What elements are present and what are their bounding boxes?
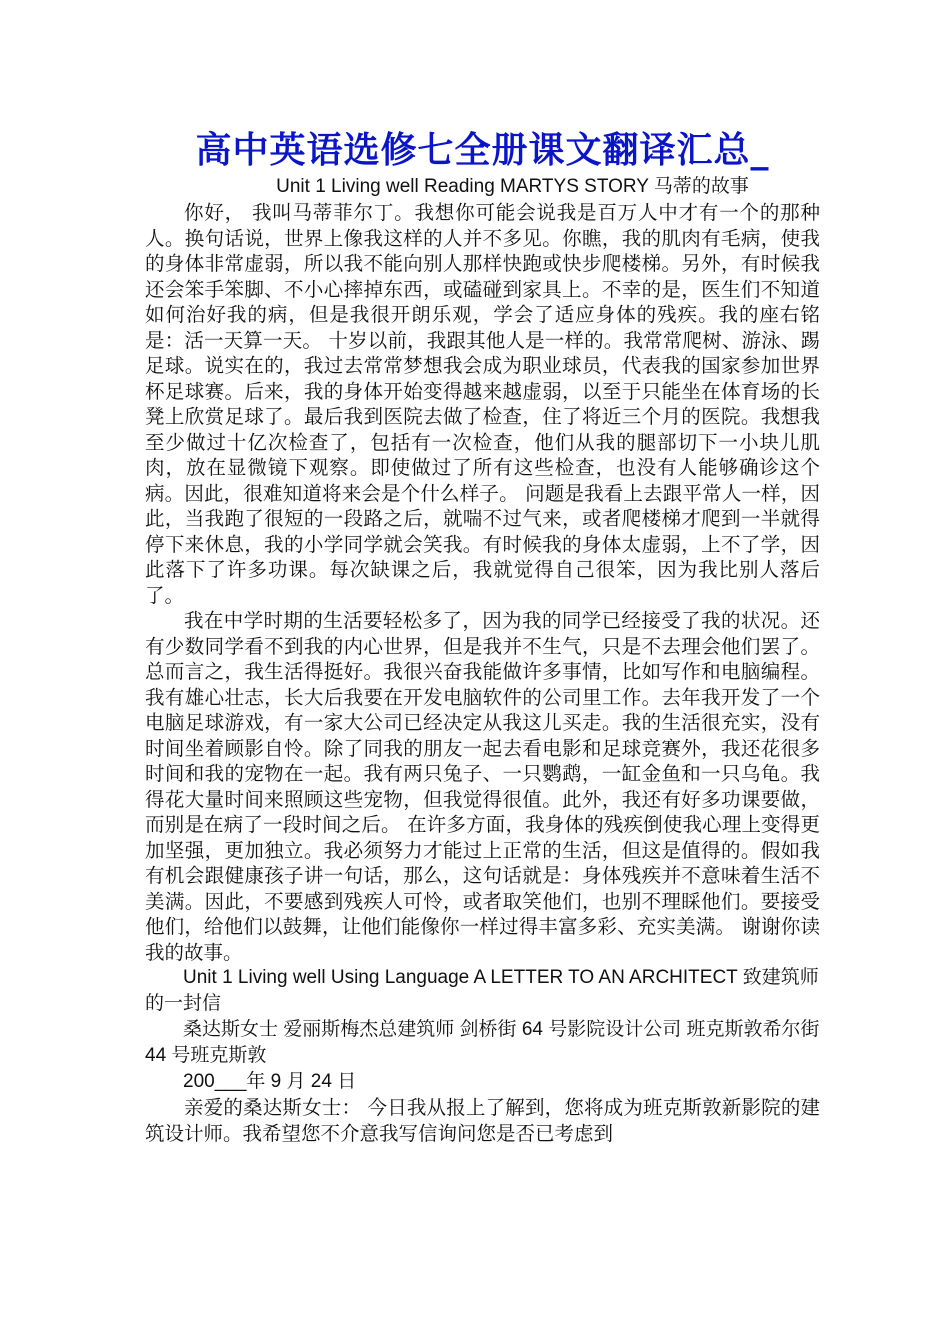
paragraph-2: 我在中学时期的生活要轻松多了，因为我的同学已经接受了我的状况。还有少数同学看不到我的内心世界，但是我并不生气，只是不去理会他们罢了。总而言之，我生活得挺好。我很兴奋我能做许多事情，比如写作和电脑编程。我有雄心壮志，长大后我要在开发电脑软件的公司里工作。去年我开发了一个电脑足球游戏，有一家大公司已经决定从我这儿买走。我的生活很充实，没有时间坐着顾影自怜。除了同我的朋友一起去看电影和足球竞赛外，我还花很多时间和我的宠物在一起。我有两只兔子、一只鹦鹉，一缸金鱼和一只乌龟。我得花大量时间来照顾这些宠物，但我觉得很值。此外，我还有好多功课要做，而别是在病了一段时间之后。 在许多方面，我身体的残疾倒使我心理上变得更加坚强，更加独立。我必须努力才能过上正常的生活，但这是值得的。假如我有机会跟健康孩子讲一句话，那么，这句话就是：身体残疾并不意味着生活不美满。因此，不要感到残疾人可怜，或者取笑他们，也别不理睬他们。要接受他们，给他们以鼓舞，让他们能像你一样过得丰富多彩、充实美满。 谢谢你读我的故事。 — [145, 609, 820, 964]
letter-date: 200___年 9 月 24 日 — [183, 1071, 357, 1092]
unit1-reading-heading: Unit 1 Living well Reading MARTYS STORY 马蒂的故事 — [276, 176, 749, 197]
unit1-using-language-heading: Unit 1 Living well Using Language A LETTER TO AN ARCHITECT 致建筑师的一封信 — [145, 967, 819, 1014]
letter-body: 亲爱的桑达斯女士： 今日我从报上了解到，您将成为班克斯敦新影院的建筑设计师。我希望您不介意我写信询问您是否已考虑到 — [145, 1096, 820, 1145]
document-title: 高中英语选修七全册课文翻译汇总_ — [195, 129, 770, 171]
letter-address: 桑达斯女士 爱丽斯梅杰总建筑师 剑桥街 64 号影院设计公司 班克斯敦希尔街 44 号班克斯敦 — [145, 1019, 820, 1066]
paragraph-1: 你好， 我叫马蒂菲尔丁。我想你可能会说我是百万人中才有一个的那种人。换句话说，世界上像我这样的人并不多见。你瞧，我的肌肉有毛病，使我的身体非常虚弱，所以我不能向别人那样快跑或快步爬楼梯。另外，有时候我还会笨手笨脚、不小心摔掉东西，或磕碰到家具上。不幸的是，医生们不知道如何治好我的病，但是我很开朗乐观，学会了适应身体的残疾。我的座右铭是：活一天算一天。 十岁以前，我跟其他人是一样的。我常常爬树、游泳、踢足球。说实在的，我过去常常梦想我会成为职业球员，代表我的国家参加世界杯足球赛。后来，我的身体开始变得越来越虚弱，以至于只能坐在体育场的长凳上欣赏足球了。最后我到医院去做了检查，住了将近三个月的医院。我想我至少做过十亿次检查了，包括有一次检查，他们从我的腿部切下一小块儿肌肉，放在显微镜下观察。即使做过了所有这些检查，也没有人能够确诊这个病。因此，很难知道将来会是个什么样子。 问题是我看上去跟平常人一样，因此，当我跑了很短的一段路之后，就喘不过气来，或者爬楼梯才爬到一半就得停下来休息，我的小学同学就会笑我。有时候我的身体太虚弱，上不了学，因此落下了许多功课。每次缺课之后，我就觉得自己很笨，因为我比别人落后了。 — [145, 201, 820, 607]
